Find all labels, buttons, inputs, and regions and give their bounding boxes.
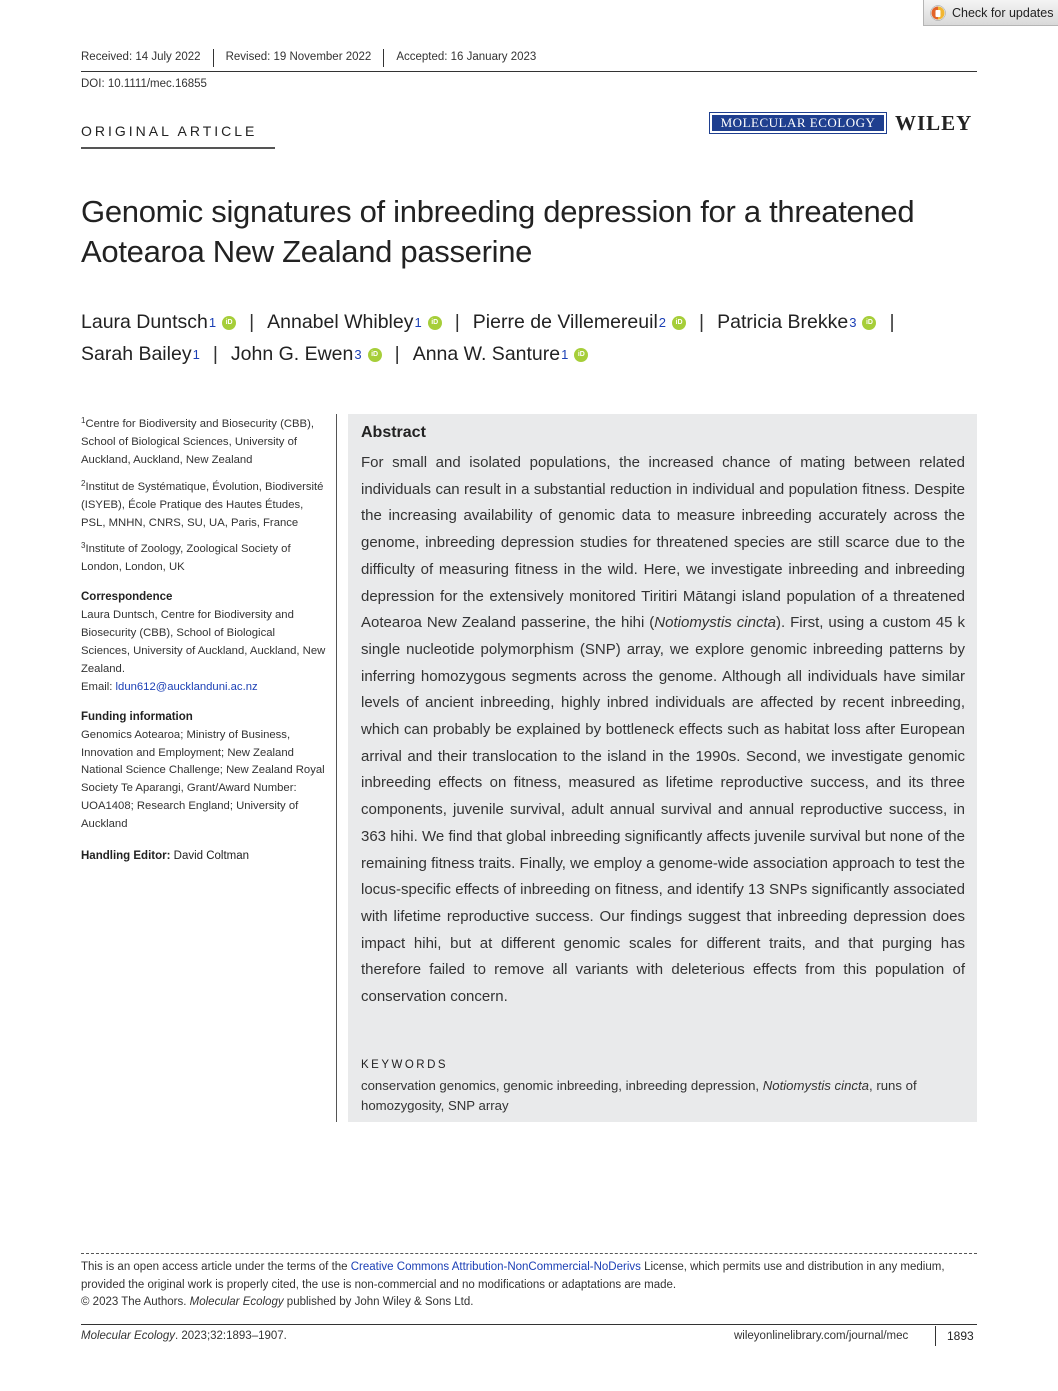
correspondence-text: Laura Duntsch, Centre for Biodiversity and Biosecurity (CBB), School of Biological Sciences, University of Auckland, Auckland, New Zealand. [81,609,326,675]
revised-date: Revised: 19 November 2022 [225,51,372,63]
author-name[interactable]: Sarah Bailey [81,343,192,365]
affiliation-marker[interactable]: 2 [658,315,667,330]
copyright-pre: © 2023 The Authors. [81,1296,190,1308]
affiliation-text: Institute of Zoology, Zoological Society of London, London, UK [81,543,291,574]
received-date: Received: 14 July 2022 [81,51,201,63]
affiliation-marker[interactable]: 1 [561,347,569,362]
funding-text: Genomics Aotearoa; Ministry of Business, Innovation and Employment; New Zealand National Science Challenge; New Zealand Royal Society Te Aparangi, Grant/Award Number: UOA1408; Research England; University of Auckland [81,728,325,831]
affiliation-number: 1 [81,416,86,425]
article-sidebar [81,412,326,866]
author-name[interactable]: John G. Ewen [230,343,354,365]
check-updates-icon [930,5,946,21]
abstract-part-2: ). First, using a custom 45 k single nucleotide polymorphism (SNP) array, we explore genomic inbreeding patterns by inferring homozygous segments across the genome. Although all individuals have similar levels of ancient inbreeding, highly inbred individuals are affected by recent inbreeding, which can probably be explained by bottleneck effects such as habitat loss after European arrival and their translocation to the island in the 1990s. Second, we investigate genomic inbreeding effects on fitness, measured as lifetime reproductive success, and its three components, juvenile survival, adult annual survival and annual reproductive success, in 363 hihi. We find that global inbreeding significantly affects juvenile survival but none of the remaining fitness traits. Finally, we employ a genome-wide association approach to test the locus-specific effects of inbreeding on fitness, and identify 13 SNPs significantly associated with lifetime reproductive success. Our findings suggest that inbreeding depression does impact hihi, but at different genomic scales for different traits, and that purging has therefore failed to remove all variants with deleterious effects from this population of conservation concern. [361,614,965,1006]
author-separator: | [394,343,400,365]
author-separator: | [699,311,705,333]
journal-logo: MOLECULAR ECOLOGY [710,113,886,133]
author-list-line-2 [81,343,588,366]
affiliation-marker[interactable]: 1 [192,347,200,362]
copyright-line [81,1294,977,1312]
dates-separator [213,49,214,67]
author-name[interactable]: Annabel Whibley [267,311,414,333]
header-rule [81,71,977,72]
author-name[interactable]: Anna W. Santure [412,343,561,365]
affiliation-marker[interactable]: 1 [414,315,422,330]
doi: DOI: 10.1111/mec.16855 [81,78,207,90]
article-type-underline [81,147,275,149]
funding-heading: Funding information [81,710,193,723]
citation [81,1330,287,1342]
abstract-part-1: For small and isolated populations, the increased chance of mating between related individuals can result in a substantial reduction in individual and population fitness. Despite the increasing availability of genomic data to measure inbreeding accurately across the genome, inbreeding depression studies for threatened species are still scarce due to the difficulty of measuring fitness in the wild. Here, we investigate inbreeding and inbreeding depression for the extensively monitored Tiritiri Mātangi island population of a threatened Aotearoa New Zealand passerine, the hihi ( [361,454,965,632]
publisher-logo: WILEY [895,111,973,135]
author-name[interactable]: Patricia Brekke [717,311,849,333]
journal-url-link[interactable]: wileyonlinelibrary.com/journal/mec [734,1330,909,1342]
orcid-icon[interactable]: iD [368,348,382,362]
dates-separator [383,49,384,67]
author-name[interactable]: Pierre de Villemereuil [472,311,658,333]
handling-editor [81,848,326,866]
affiliation-1 [81,412,326,470]
correspondence-heading: Correspondence [81,591,173,604]
affiliation-marker[interactable]: 3 [354,347,362,362]
title-line-1: Genomic signatures of inbreeding depression for a threatened [81,194,915,229]
article-type: ORIGINAL ARTICLE [81,123,258,139]
affiliation-number: 3 [81,541,86,551]
affiliation-number: 2 [81,478,86,488]
keywords-heading: KEYWORDS [361,1059,449,1071]
affiliation-marker[interactable]: 3 [849,315,857,330]
abstract-heading: Abstract [361,424,426,441]
author-separator: | [249,311,255,333]
copyright-post: published by John Wiley & Sons Ltd. [283,1296,474,1308]
orcid-icon[interactable]: iD [574,348,588,362]
orcid-icon[interactable]: iD [222,316,236,330]
keywords-part-2: , runs of homozygosity, SNP array [361,1078,917,1113]
affiliation-marker[interactable]: 1 [208,315,217,330]
page-number: 1893 [947,1329,974,1343]
license-line [81,1259,977,1294]
email-label: Email: [81,680,116,693]
abstract-text [361,450,965,1011]
license-link[interactable]: Creative Commons Attribution-NonCommercial-NoDerivs [350,1261,641,1273]
citation-details: . 2023;32:1893–1907. [174,1330,287,1342]
footer-dashed-rule [81,1253,977,1254]
copyright-journal: Molecular Ecology [189,1296,284,1308]
check-for-updates-button[interactable] [923,0,1058,26]
footer-rule [81,1324,977,1325]
title-line-2: Aotearoa New Zealand passerine [81,234,533,269]
dates-row [81,51,536,67]
handling-editor-label: Handling Editor: [81,850,171,863]
orcid-icon[interactable]: iD [672,316,686,330]
author-name[interactable]: Laura Duntsch [81,311,208,333]
keywords-part-1: conservation genomics, genomic inbreeding, inbreeding depression, [361,1078,763,1093]
author-list-line-1 [81,311,908,334]
orcid-icon[interactable]: iD [862,316,876,330]
citation-journal: Molecular Ecology [81,1330,175,1342]
species-name: Notiomystis cincta [654,614,776,632]
correspondence-email [81,679,326,697]
license-pre: This is an open access article under the terms of the [81,1261,351,1273]
license-post: License, which permits use and distribution in any medium, provided the original work is properly cited, the use is non-commercial and no modifications or adaptations are made. [81,1261,945,1291]
handling-editor-name: David Coltman [170,850,250,863]
keyword-species: Notiomystis cincta [762,1078,869,1093]
accepted-date: Accepted: 16 January 2023 [396,51,537,63]
check-updates-label: Check for updates [952,5,1054,20]
affiliation-text: Centre for Biodiversity and Biosecurity (CBB), School of Biological Sciences, University of Auckland, Auckland, New Zealand [81,418,314,466]
sidebar-divider [336,414,337,1122]
license-notice [81,1259,977,1312]
author-separator: | [454,311,460,333]
author-separator: | [212,343,218,365]
author-separator: | [889,311,895,333]
email-link[interactable]: ldun612@aucklanduni.ac.nz [115,680,258,693]
page-number-divider [935,1326,936,1346]
orcid-icon[interactable]: iD [428,316,442,330]
affiliation-3 [81,537,326,577]
paper-title [81,192,981,272]
affiliation-text: Institut de Systématique, Évolution, Biodiversité (ISYEB), École Pratique des Hautes Études, PSL, MNHN, CNRS, SU, UA, Paris, France [81,480,324,529]
affiliation-2 [81,475,326,533]
keywords-text [361,1076,969,1116]
